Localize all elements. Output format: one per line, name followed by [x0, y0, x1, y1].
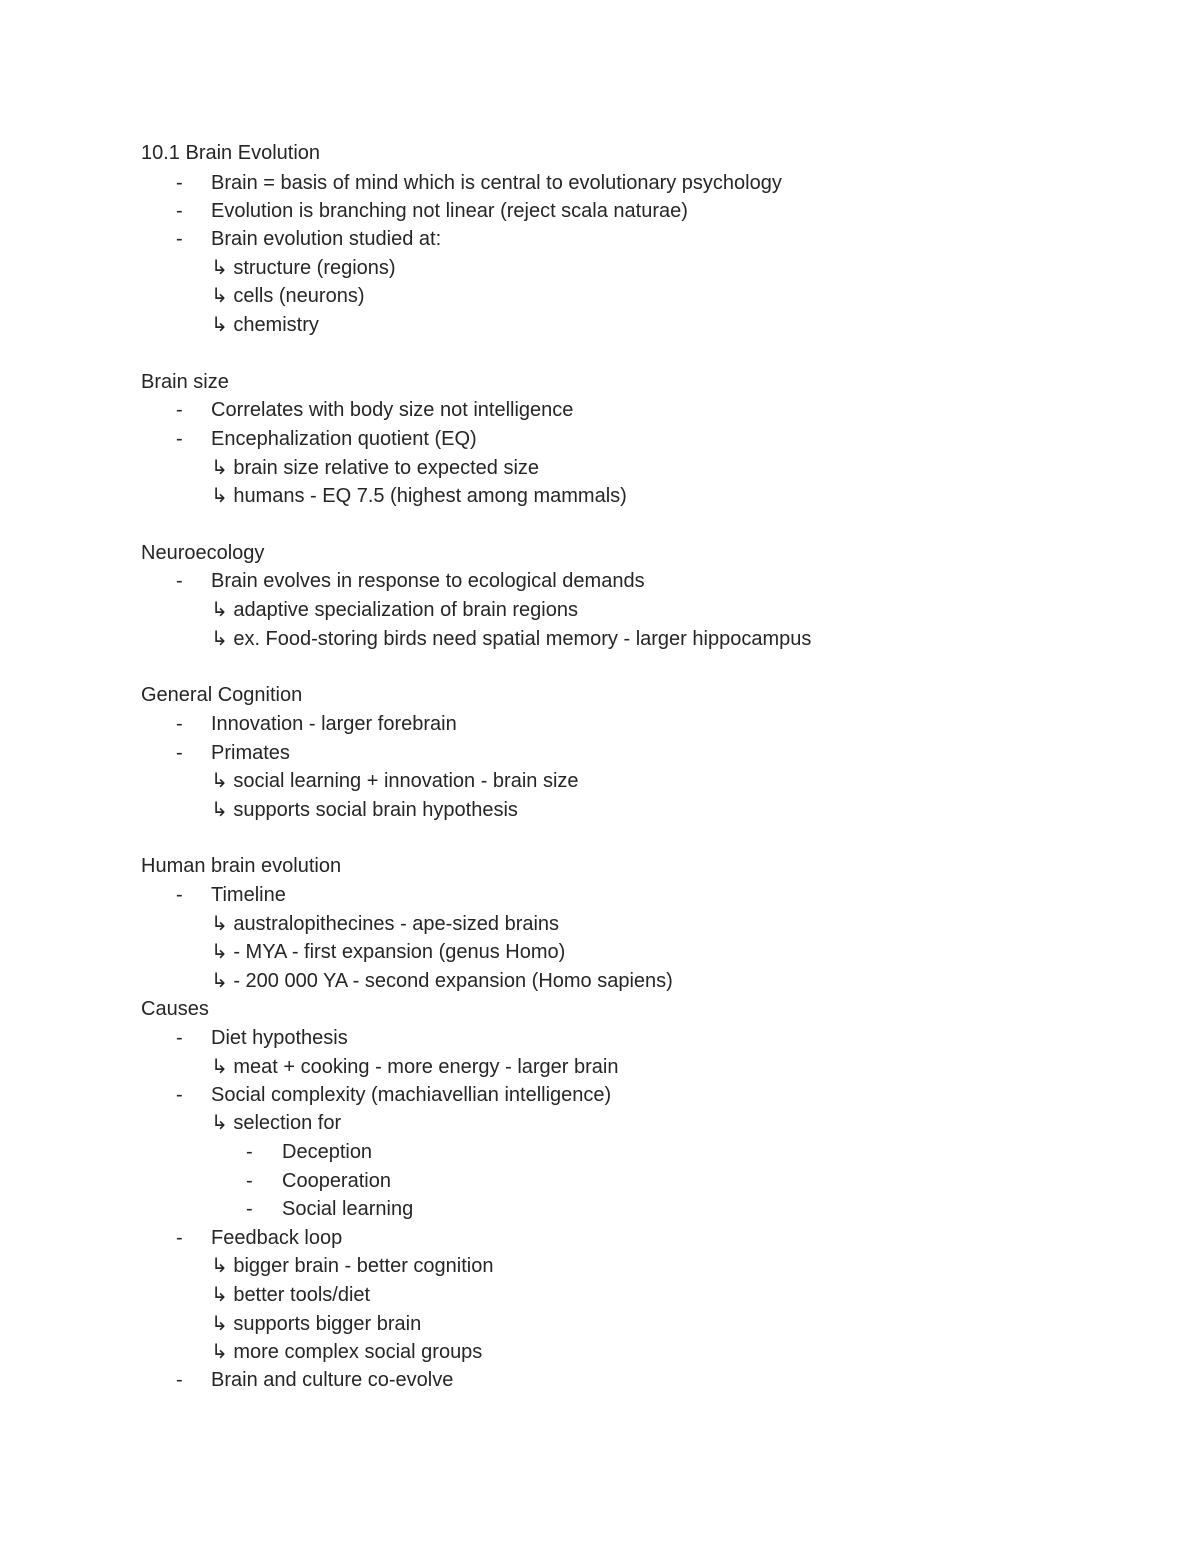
sub-point-text: ↳ brain size relative to expected size — [211, 457, 540, 479]
sub-point-text: ↳ ex. Food-storing birds need spatial memory - larger hippocampus — [211, 628, 812, 650]
list-item-text: Primates — [211, 742, 290, 764]
bullet-dash: - — [246, 1170, 253, 1192]
nested-item-text: Cooperation — [282, 1170, 391, 1192]
list-item-text: Brain evolution studied at: — [211, 228, 442, 250]
bullet-dash: - — [176, 1369, 183, 1391]
list-item-text: Brain and culture co-evolve — [211, 1369, 454, 1391]
bullet-dash: - — [176, 228, 183, 250]
list-item-text: Diet hypothesis — [211, 1027, 348, 1049]
bullet-dash: - — [246, 1198, 253, 1220]
bullet-dash: - — [176, 1027, 183, 1049]
sub-point-text: ↳ cells (neurons) — [211, 285, 365, 307]
section-heading: Human brain evolution — [141, 855, 342, 877]
bullet-dash: - — [176, 742, 183, 764]
list-item-text: Social complexity (machiavellian intelligence) — [211, 1084, 612, 1106]
sub-point-text: ↳ humans - EQ 7.5 (highest among mammals) — [211, 485, 627, 507]
bullet-dash: - — [176, 172, 183, 194]
sub-point-text: ↳ better tools/diet — [211, 1284, 371, 1306]
list-item-text: Timeline — [211, 884, 286, 906]
section-heading: General Cognition — [141, 684, 303, 706]
list-item-text: Feedback loop — [211, 1227, 343, 1249]
sub-point-text: ↳ meat + cooking - more energy - larger brain — [211, 1056, 619, 1078]
list-item-text: Evolution is branching not linear (reject scala naturae) — [211, 200, 688, 222]
list-item-text: Innovation - larger forebrain — [211, 713, 457, 735]
section-heading: Causes — [141, 998, 209, 1020]
bullet-dash: - — [246, 1141, 253, 1163]
bullet-dash: - — [176, 399, 183, 421]
sub-point-text: ↳ australopithecines - ape-sized brains — [211, 913, 560, 935]
bullet-dash: - — [176, 428, 183, 450]
bullet-dash: - — [176, 570, 183, 592]
sub-point-text: ↳ adaptive specialization of brain regions — [211, 599, 578, 621]
sub-point-text: ↳ more complex social groups — [211, 1341, 483, 1363]
bullet-dash: - — [176, 200, 183, 222]
bullet-dash: - — [176, 713, 183, 735]
section-heading: 10.1 Brain Evolution — [141, 142, 321, 164]
bullet-dash: - — [176, 884, 183, 906]
sub-point-text: ↳ - 200 000 YA - second expansion (Homo sapiens) — [211, 970, 673, 992]
sub-point-text: ↳ - MYA - first expansion (genus Homo) — [211, 941, 566, 963]
list-item-text: Encephalization quotient (EQ) — [211, 428, 477, 450]
section-heading: Neuroecology — [141, 542, 265, 564]
sub-point-text: ↳ chemistry — [211, 314, 319, 336]
list-item-text: Correlates with body size not intelligence — [211, 399, 574, 421]
section-heading: Brain size — [141, 371, 229, 393]
nested-item-text: Social learning — [282, 1198, 414, 1220]
sub-point-text: ↳ social learning + innovation - brain size — [211, 770, 579, 792]
sub-point-text: ↳ supports social brain hypothesis — [211, 799, 518, 821]
list-item-text: Brain evolves in response to ecological demands — [211, 570, 645, 592]
bullet-dash: - — [176, 1227, 183, 1249]
bullet-dash: - — [176, 1084, 183, 1106]
sub-point-text: ↳ bigger brain - better cognition — [211, 1255, 494, 1277]
sub-point-text: ↳ structure (regions) — [211, 257, 396, 279]
sub-point-text: ↳ supports bigger brain — [211, 1313, 422, 1335]
list-item-text: Brain = basis of mind which is central to evolutionary psychology — [211, 172, 782, 194]
nested-item-text: Deception — [282, 1141, 373, 1163]
sub-point-text: ↳ selection for — [211, 1112, 342, 1134]
